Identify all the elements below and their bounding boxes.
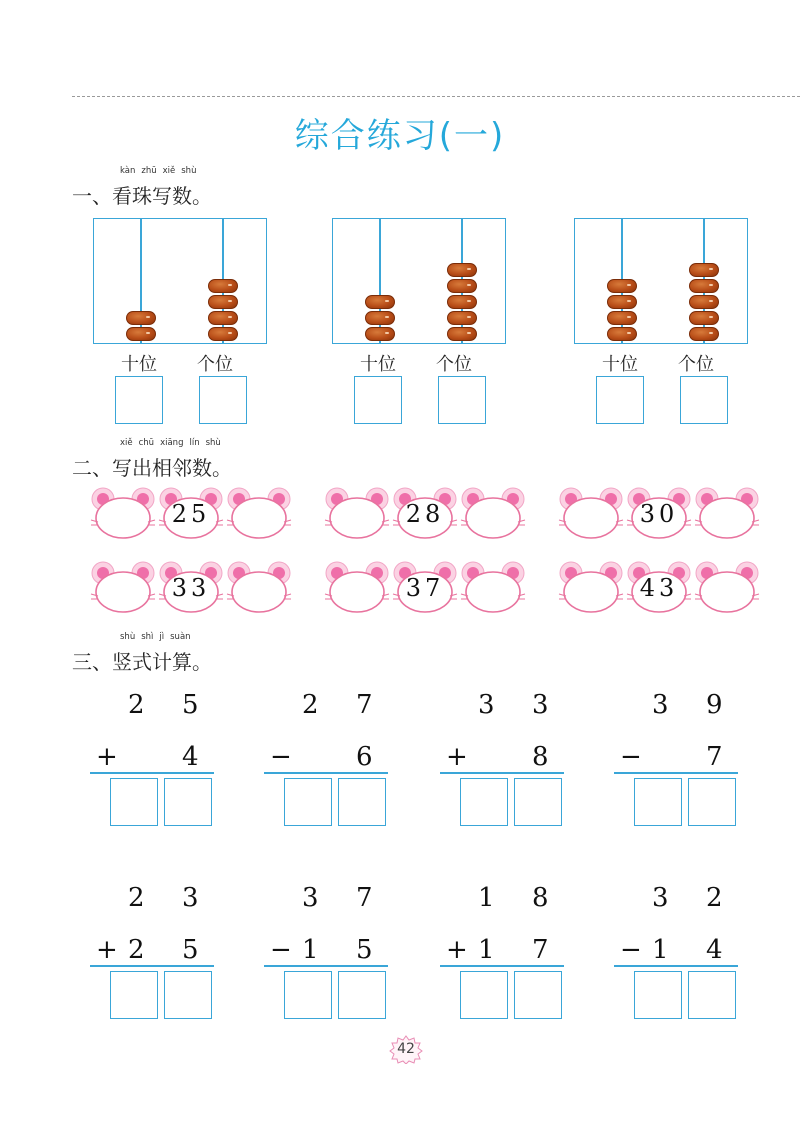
given-number: 28 [405, 500, 445, 528]
calc-rule [614, 965, 738, 967]
ones-answer-box[interactable] [680, 376, 728, 424]
abacus-bead [208, 295, 238, 309]
top-tens-digit: 3 [302, 883, 319, 913]
result-ones-box[interactable] [688, 778, 736, 826]
tens-place-label: 十位 [360, 354, 396, 375]
section-2-label: 二、写出相邻数。 [72, 456, 232, 480]
abacus-bead [447, 327, 477, 341]
result-ones-box[interactable] [514, 778, 562, 826]
abacus-bead [607, 327, 637, 341]
bottom-ones-digit: 5 [356, 935, 373, 965]
top-tens-digit: 2 [128, 883, 145, 913]
abacus-bead [208, 311, 238, 325]
calc-rule [264, 772, 388, 774]
plus-operator: + [96, 935, 118, 965]
abacus-bead [365, 295, 395, 309]
page-number-text: 42 [397, 1041, 415, 1057]
result-tens-box[interactable] [460, 971, 508, 1019]
ones-place-label: 个位 [678, 354, 714, 375]
mouse-face-icon [226, 487, 292, 541]
top-ones-digit: 9 [706, 690, 723, 720]
bottom-ones-digit: 4 [182, 742, 199, 772]
mouse-given-number [392, 561, 458, 615]
top-ones-digit: 3 [182, 883, 199, 913]
ones-place-label: 个位 [197, 354, 233, 375]
bottom-ones-digit: 5 [182, 935, 199, 965]
mouse-face-icon [694, 561, 760, 615]
pinyin-syllable: lín [189, 438, 200, 448]
pinyin-syllable: kàn [120, 166, 136, 176]
abacus-bead [689, 279, 719, 293]
mouse-face-icon [558, 487, 624, 541]
abacus [93, 218, 267, 344]
section-1-title [72, 166, 212, 209]
minus-operator: − [270, 935, 292, 965]
page-number [386, 1034, 426, 1064]
section-3-title [72, 632, 212, 675]
abacus-bead [447, 311, 477, 325]
section-2-title [72, 438, 232, 481]
top-ones-digit: 8 [532, 883, 549, 913]
top-dashed-divider [72, 96, 800, 97]
top-tens-digit: 2 [302, 690, 319, 720]
bottom-tens-digit: 1 [478, 935, 495, 965]
mouse-face-icon [558, 561, 624, 615]
abacus-bead [689, 295, 719, 309]
vertical-calc [264, 690, 388, 840]
page-title: 综合练习(一) [294, 116, 506, 156]
section-1-label: 一、看珠写数。 [72, 184, 212, 208]
abacus-bead [689, 263, 719, 277]
result-tens-box[interactable] [634, 778, 682, 826]
vertical-calc [90, 883, 214, 1033]
given-number: 25 [171, 500, 211, 528]
bottom-tens-digit: 1 [302, 935, 319, 965]
result-ones-box[interactable] [164, 778, 212, 826]
result-tens-box[interactable] [284, 778, 332, 826]
top-ones-digit: 7 [356, 690, 373, 720]
abacus [574, 218, 748, 344]
mouse-next-blank[interactable] [694, 561, 760, 615]
mouse-previous-blank[interactable] [558, 561, 624, 615]
pinyin-syllable: shù [205, 438, 221, 448]
pinyin-syllable: jì [159, 632, 165, 642]
abacus [332, 218, 506, 344]
vertical-calc [614, 883, 738, 1033]
result-tens-box[interactable] [284, 971, 332, 1019]
top-tens-digit: 1 [478, 883, 495, 913]
section-2-pinyin [120, 438, 227, 448]
mouse-given-number [626, 487, 692, 541]
bottom-ones-digit: 7 [532, 935, 549, 965]
section-3-label: 三、竖式计算。 [72, 650, 212, 674]
pinyin-syllable: shù [181, 166, 197, 176]
result-tens-box[interactable] [634, 971, 682, 1019]
minus-operator: − [270, 742, 292, 772]
pinyin-syllable: zhū [141, 166, 157, 176]
mouse-given-number [158, 561, 224, 615]
ones-answer-box[interactable] [438, 376, 486, 424]
calc-rule [440, 965, 564, 967]
mouse-face-icon [90, 561, 156, 615]
abacus-bead [365, 311, 395, 325]
section-3-label-wrap [72, 632, 212, 675]
mouse-given-number [392, 487, 458, 541]
mouse-face-icon [324, 487, 390, 541]
pinyin-syllable: xiāng [160, 438, 184, 448]
result-tens-box[interactable] [110, 971, 158, 1019]
pinyin-syllable: shì [141, 632, 154, 642]
calc-rule [614, 772, 738, 774]
abacus-bead [689, 311, 719, 325]
abacus-bead [447, 279, 477, 293]
mouse-given-number [626, 561, 692, 615]
bottom-ones-digit: 6 [356, 742, 373, 772]
top-ones-digit: 2 [706, 883, 723, 913]
top-ones-digit: 3 [532, 690, 549, 720]
ones-place-label: 个位 [436, 354, 472, 375]
pinyin-syllable: xiě [120, 438, 133, 448]
pinyin-syllable: suàn [170, 632, 191, 642]
result-tens-box[interactable] [460, 778, 508, 826]
top-ones-digit: 7 [356, 883, 373, 913]
plus-operator: + [446, 935, 468, 965]
given-number: 37 [405, 574, 445, 602]
vertical-calc [264, 883, 388, 1033]
result-ones-box[interactable] [688, 971, 736, 1019]
pinyin-syllable: chū [138, 438, 155, 448]
mouse-face-icon [226, 561, 292, 615]
bottom-ones-digit: 7 [706, 742, 723, 772]
ones-answer-box[interactable] [199, 376, 247, 424]
bottom-tens-digit: 1 [652, 935, 669, 965]
mouse-face-icon [460, 487, 526, 541]
calc-rule [440, 772, 564, 774]
mouse-face-icon [90, 487, 156, 541]
abacus-bead [607, 279, 637, 293]
result-ones-box[interactable] [164, 971, 212, 1019]
given-number: 33 [171, 574, 211, 602]
abacus-bead [208, 279, 238, 293]
plus-operator: + [446, 742, 468, 772]
bottom-tens-digit: 2 [128, 935, 145, 965]
mouse-given-number [158, 487, 224, 541]
result-ones-box[interactable] [338, 971, 386, 1019]
tens-place-label: 十位 [602, 354, 638, 375]
mouse-next-blank[interactable] [460, 561, 526, 615]
calc-rule [90, 772, 214, 774]
mouse-face-icon [324, 561, 390, 615]
top-tens-digit: 3 [652, 883, 669, 913]
abacus-bead [447, 295, 477, 309]
abacus-bead [689, 327, 719, 341]
mouse-next-blank[interactable] [226, 561, 292, 615]
minus-operator: − [620, 935, 642, 965]
tens-answer-box[interactable] [354, 376, 402, 424]
mouse-previous-blank[interactable] [558, 487, 624, 541]
mouse-face-icon [694, 487, 760, 541]
mouse-previous-blank[interactable] [324, 561, 390, 615]
vertical-calc [440, 883, 564, 1033]
mouse-face-icon [460, 561, 526, 615]
abacus-bead [126, 327, 156, 341]
section-3-pinyin [120, 632, 197, 642]
tens-place-label: 十位 [121, 354, 157, 375]
vertical-calc [614, 690, 738, 840]
result-ones-box[interactable] [514, 971, 562, 1019]
section-2-label-wrap [72, 438, 232, 481]
bottom-ones-digit: 8 [532, 742, 549, 772]
abacus-bead [208, 327, 238, 341]
tens-answer-box[interactable] [115, 376, 163, 424]
pinyin-syllable: xiě [162, 166, 176, 176]
given-number: 30 [639, 500, 679, 528]
mouse-next-blank[interactable] [226, 487, 292, 541]
mouse-previous-blank[interactable] [324, 487, 390, 541]
bottom-ones-digit: 4 [706, 935, 723, 965]
result-ones-box[interactable] [338, 778, 386, 826]
abacus-bead [447, 263, 477, 277]
vertical-calc [90, 690, 214, 840]
plus-operator: + [96, 742, 118, 772]
mouse-previous-blank[interactable] [90, 561, 156, 615]
top-tens-digit: 2 [128, 690, 145, 720]
vertical-calc [440, 690, 564, 840]
abacus-bead [607, 295, 637, 309]
mouse-previous-blank[interactable] [90, 487, 156, 541]
top-tens-digit: 3 [478, 690, 495, 720]
calc-rule [90, 965, 214, 967]
mouse-next-blank[interactable] [460, 487, 526, 541]
abacus-bead [126, 311, 156, 325]
given-number: 43 [639, 574, 679, 602]
abacus-bead [365, 327, 395, 341]
top-ones-digit: 5 [182, 690, 199, 720]
calc-rule [264, 965, 388, 967]
tens-answer-box[interactable] [596, 376, 644, 424]
pinyin-syllable: shù [120, 632, 136, 642]
abacus-bead [607, 311, 637, 325]
minus-operator: − [620, 742, 642, 772]
result-tens-box[interactable] [110, 778, 158, 826]
section-1-pinyin [120, 166, 202, 176]
top-tens-digit: 3 [652, 690, 669, 720]
mouse-next-blank[interactable] [694, 487, 760, 541]
section-1-label-wrap [72, 166, 212, 209]
